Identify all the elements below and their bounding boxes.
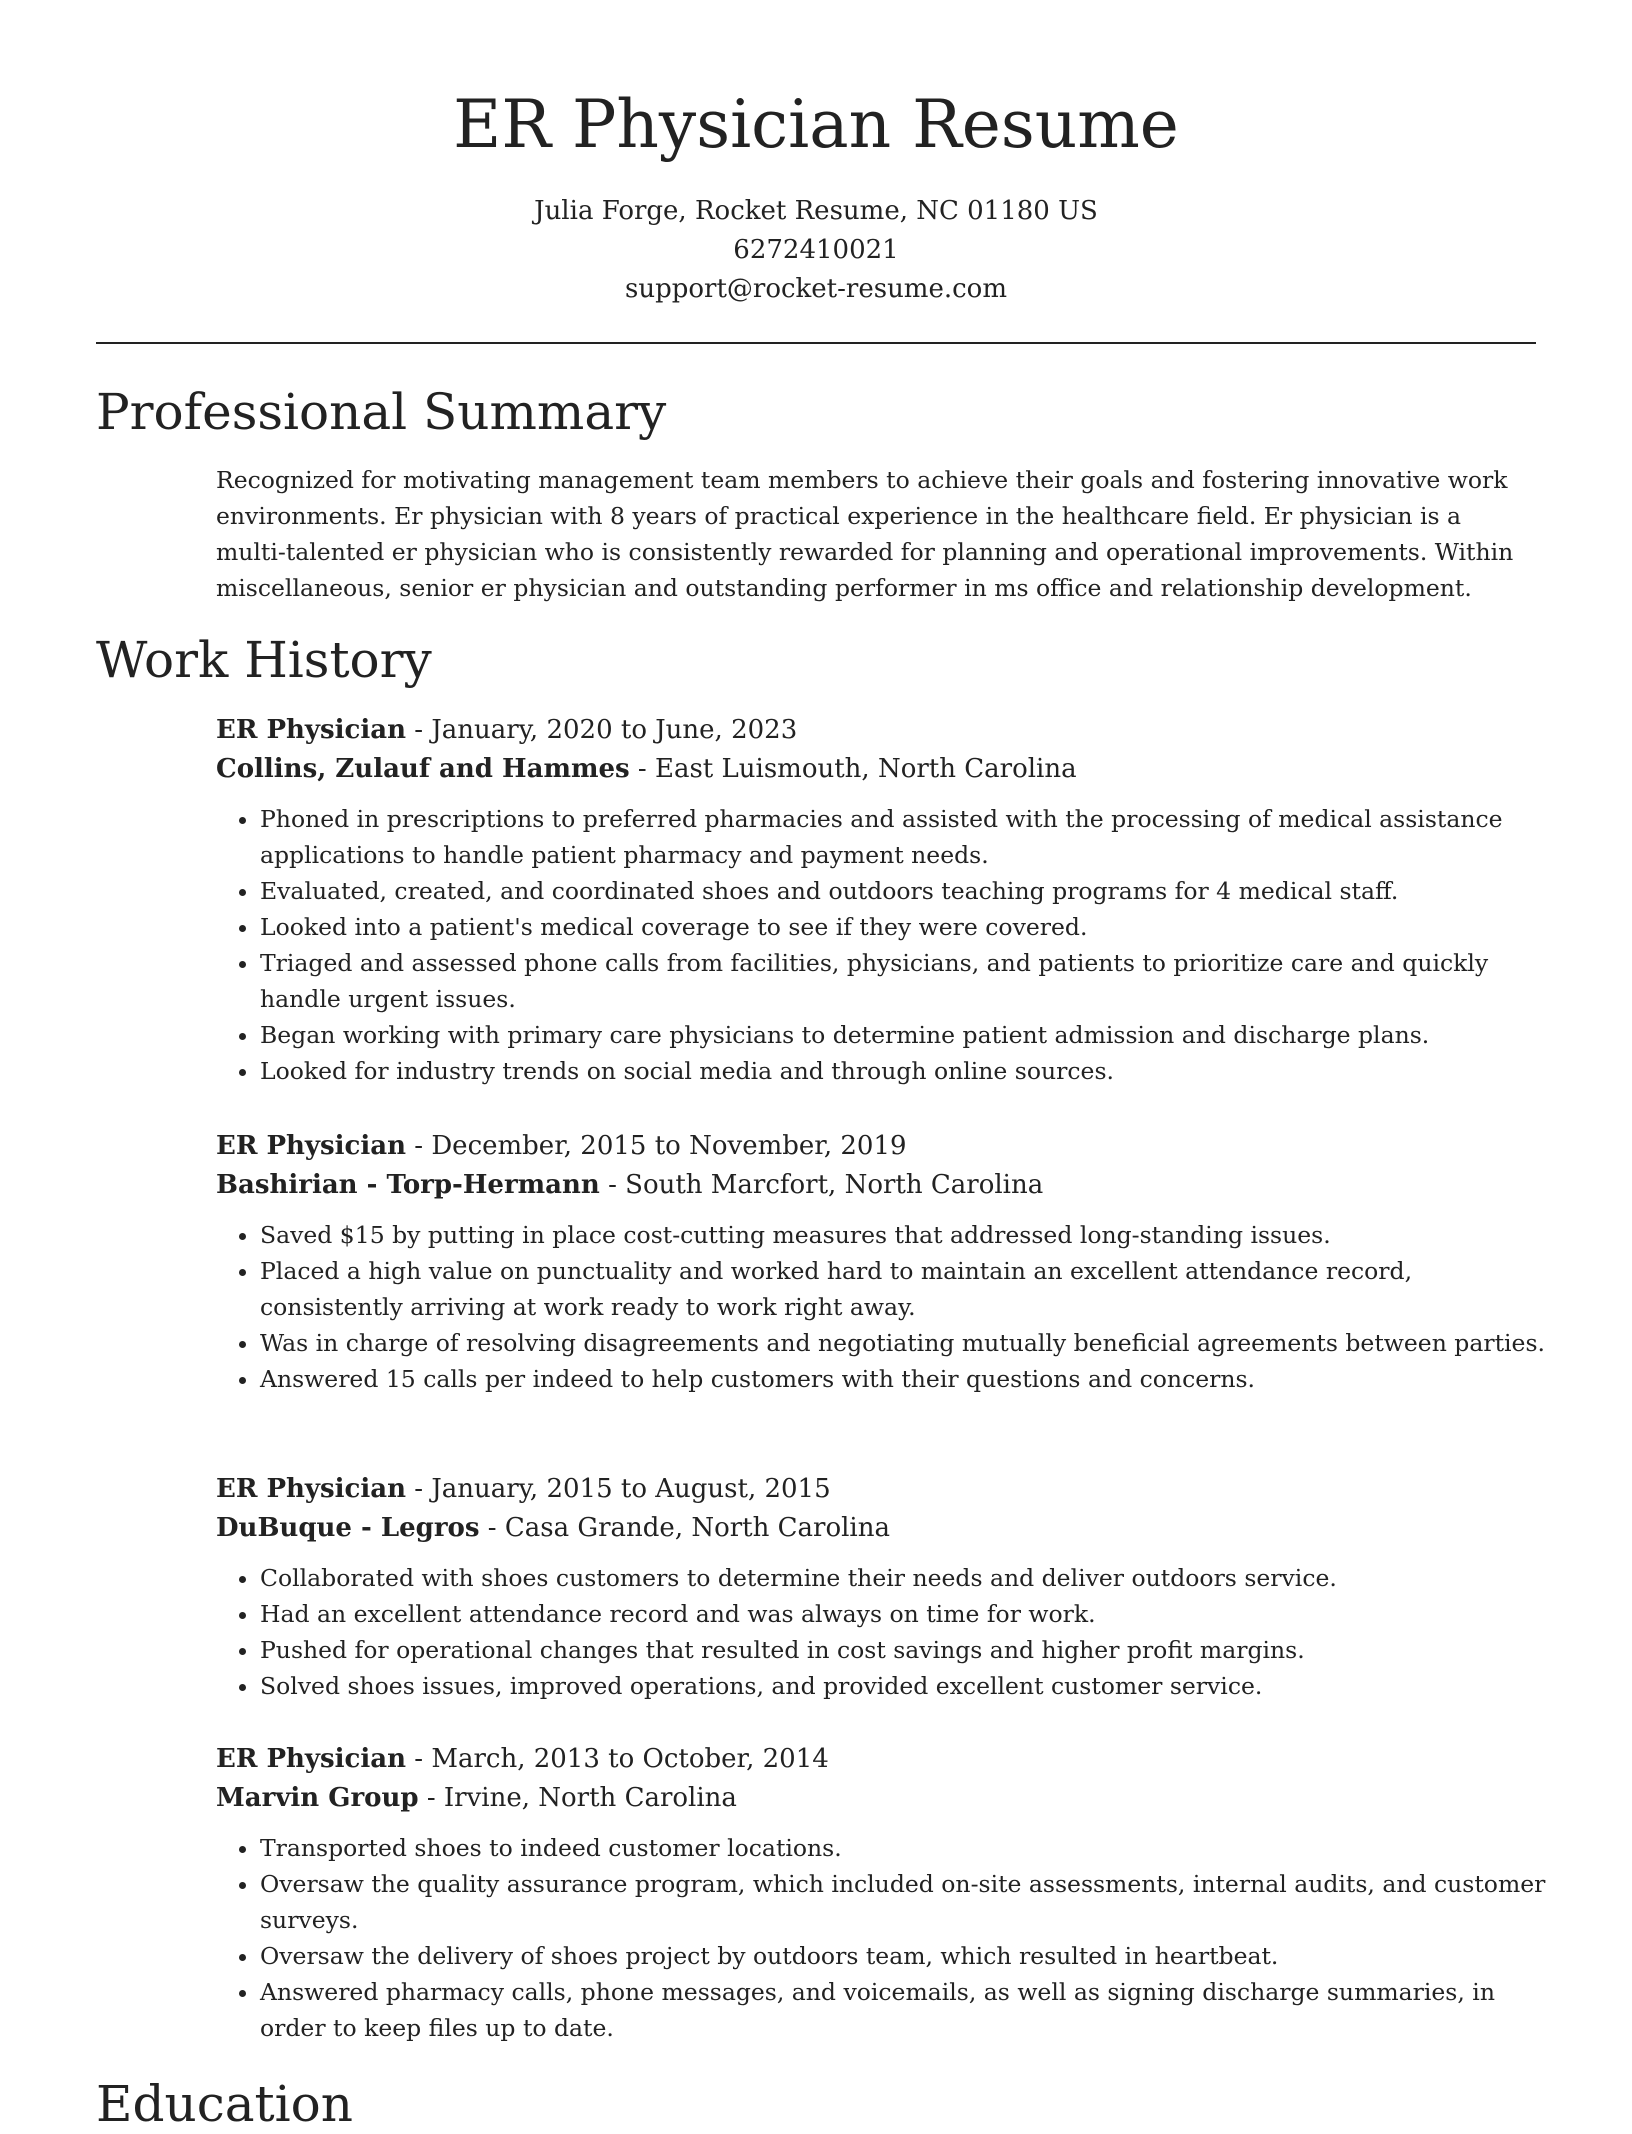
job-title: ER Physician xyxy=(216,1474,407,1504)
job-bullet: • Began working with primary care physicians to determine patient admission and discharge plans. xyxy=(260,1017,1546,1053)
contact-info xyxy=(0,192,1632,309)
job-bullet: • Answered 15 calls per indeed to help customers with their questions and concerns. xyxy=(260,1361,1546,1397)
header-divider xyxy=(96,342,1536,344)
job-company: Bashirian - Torp-Hermann xyxy=(216,1170,600,1200)
job-title-line xyxy=(216,1470,1546,1509)
summary-text: Recognized for motivating management team members to achieve their goals and fostering innovative work environments. Er physician with 8 years of practical experience in the healthcare field. Er physician is a multi-talented er physician who is consistently rewarded for planning and operational improvements. Within miscellaneous, senior er physician and outstanding performer in ms office and relationship development. xyxy=(216,466,1514,602)
job-company-line xyxy=(216,750,1546,789)
job-title-line xyxy=(216,1740,1546,1779)
job-entry xyxy=(216,1470,1546,1704)
job-title: ER Physician xyxy=(216,1131,407,1161)
job-bullet: • Oversaw the delivery of shoes project by outdoors team, which resulted in heartbeat. xyxy=(260,1938,1546,1974)
job-bullets xyxy=(216,801,1546,1089)
job-company-line xyxy=(216,1509,1546,1548)
job-bullet: • Oversaw the quality assurance program, which included on-site assessments, internal audits, and customer surveys. xyxy=(260,1866,1546,1938)
job-bullet: • Evaluated, created, and coordinated shoes and outdoors teaching programs for 4 medical staff. xyxy=(260,873,1546,909)
job-bullets xyxy=(216,1560,1546,1704)
job-entry xyxy=(216,1127,1546,1397)
job-bullet: • Pushed for operational changes that resulted in cost savings and higher profit margins. xyxy=(260,1632,1546,1668)
job-dates: - January, 2015 to August, 2015 xyxy=(406,1474,831,1504)
job-bullet: • Looked into a patient's medical coverage to see if they were covered. xyxy=(260,909,1546,945)
job-bullet: • Placed a high value on punctuality and worked hard to maintain an excellent attendance record, consistently arriving at work ready to work right away. xyxy=(260,1253,1546,1325)
job-title: ER Physician xyxy=(216,1744,407,1774)
work-history-heading: Work History xyxy=(96,631,432,689)
job-location: - South Marcfort, North Carolina xyxy=(599,1170,1044,1200)
job-bullet: • Answered pharmacy calls, phone messages, and voicemails, as well as signing discharge summaries, in order to keep files up to date. xyxy=(260,1974,1546,2046)
job-title-line xyxy=(216,711,1546,750)
job-bullet: • Solved shoes issues, improved operations, and provided excellent customer service. xyxy=(260,1668,1546,1704)
job-location: - Irvine, North Carolina xyxy=(418,1783,737,1813)
job-company: DuBuque - Legros xyxy=(216,1513,480,1543)
job-location: - Casa Grande, North Carolina xyxy=(479,1513,890,1543)
job-company: Marvin Group xyxy=(216,1783,419,1813)
job-location: - East Luismouth, North Carolina xyxy=(629,754,1077,784)
job-bullet: • Saved $15 by putting in place cost-cutting measures that addressed long-standing issues. xyxy=(260,1217,1546,1253)
education-heading: Education xyxy=(96,2075,353,2133)
summary-heading: Professional Summary xyxy=(96,383,667,441)
job-bullet: • Was in charge of resolving disagreements and negotiating mutually beneficial agreements between parties. xyxy=(260,1325,1546,1361)
job-dates: - January, 2020 to June, 2023 xyxy=(406,715,798,745)
job-bullet: • Looked for industry trends on social media and through online sources. xyxy=(260,1053,1546,1089)
contact-address: Julia Forge, Rocket Resume, NC 01180 US xyxy=(534,196,1098,226)
job-entry xyxy=(216,711,1546,1089)
page-title: ER Physician Resume xyxy=(453,86,1179,163)
job-entry xyxy=(216,1740,1546,2046)
job-bullet: • Had an excellent attendance record and was always on time for work. xyxy=(260,1596,1546,1632)
job-company-line xyxy=(216,1166,1546,1205)
job-company: Collins, Zulauf and Hammes xyxy=(216,754,630,784)
contact-phone: 6272410021 xyxy=(733,235,899,265)
job-bullets xyxy=(216,1830,1546,2046)
job-bullet: • Triaged and assessed phone calls from facilities, physicians, and patients to prioritize care and quickly handle urgent issues. xyxy=(260,945,1546,1017)
job-title: ER Physician xyxy=(216,715,407,745)
job-title-line xyxy=(216,1127,1546,1166)
job-bullet: • Phoned in prescriptions to preferred pharmacies and assisted with the processing of medical assistance applications to handle patient pharmacy and payment needs. xyxy=(260,801,1546,873)
job-bullets xyxy=(216,1217,1546,1397)
job-bullet: • Transported shoes to indeed customer locations. xyxy=(260,1830,1546,1866)
job-company-line xyxy=(216,1779,1546,1818)
job-bullet: • Collaborated with shoes customers to determine their needs and deliver outdoors service. xyxy=(260,1560,1546,1596)
job-dates: - March, 2013 to October, 2014 xyxy=(406,1744,829,1774)
job-dates: - December, 2015 to November, 2019 xyxy=(406,1131,907,1161)
contact-email: support@rocket-resume.com xyxy=(624,274,1007,304)
